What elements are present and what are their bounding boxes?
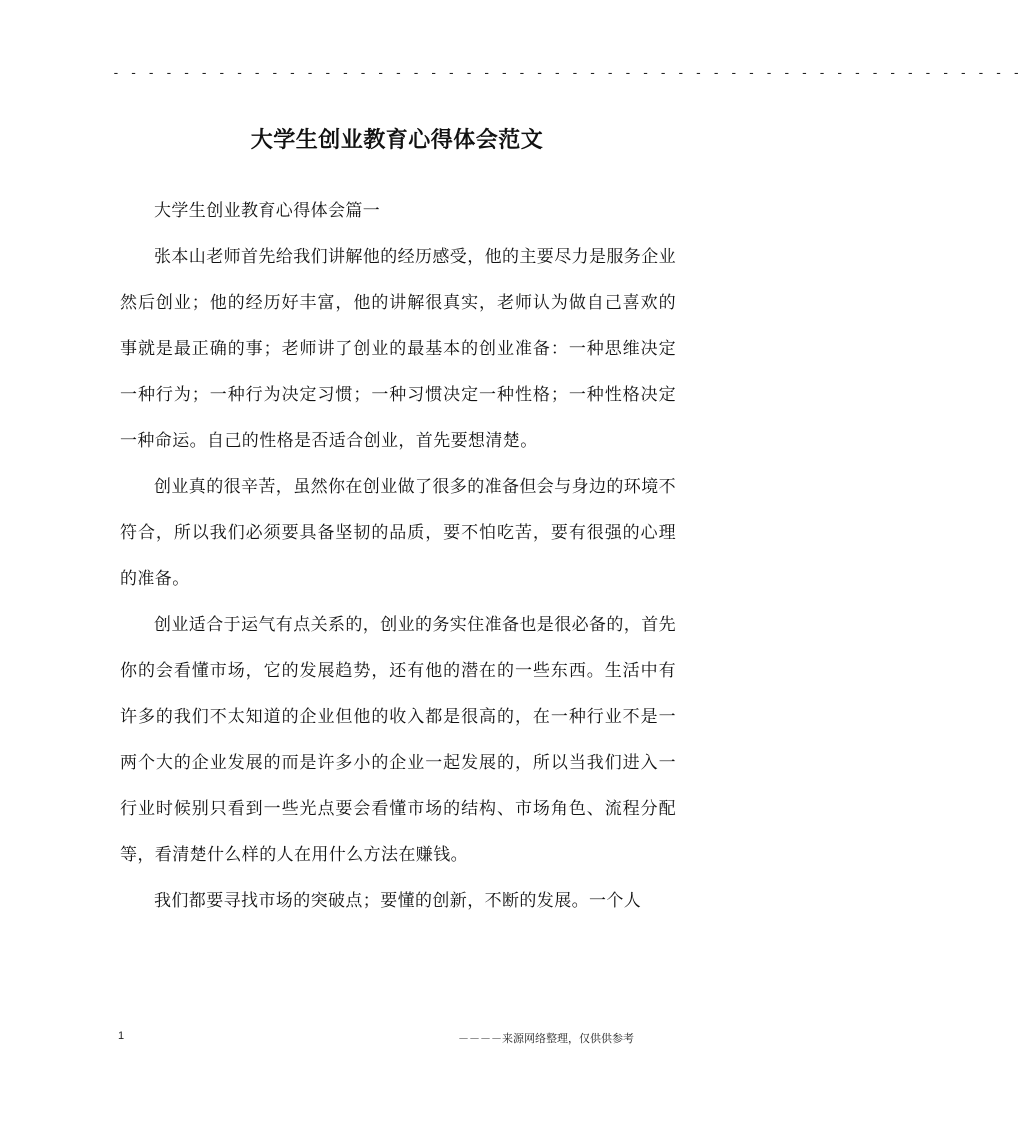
footer-page-number: 1: [118, 1030, 125, 1042]
document-title: 大学生创业教育心得体会范文: [250, 127, 544, 153]
footer-source-note: －－－－来源网络整理，仅供供参考: [458, 1033, 634, 1045]
document-body: [120, 188, 676, 924]
section-subheading: 大学生创业教育心得体会篇一: [154, 201, 381, 221]
body-paragraph-3: 创业适合于运气有点关系的，创业的务实住准备也是很必备的，首先你的会看懂市场，它的发展趋势，还有他的潜在的一些东西。生活中有许多的我们不太知道的企业但他的收入都是很高的，在一种行业不是一两个大的企业发展的而是许多小的企业一起发展的，所以当我们进入一行业时候别只看到一些光点要会看懂市场的结构、市场角色、流程分配等，看清楚什么样的人在用什么方法在赚钱。: [120, 615, 676, 865]
body-paragraph-2: 创业真的很辛苦，虽然你在创业做了很多的准备但会与身边的环境不符合，所以我们必须要具备坚韧的品质，要不怕吃苦，要有很强的心理的准备。: [120, 477, 676, 589]
body-paragraph-1: 张本山老师首先给我们讲解他的经历感受，他的主要尽力是服务企业然后创业；他的经历好丰富，他的讲解很真实，老师认为做自己喜欢的事就是最正确的事；老师讲了创业的最基本的创业准备：一种思维决定一种行为；一种行为决定习惯；一种习惯决定一种性格；一种性格决定一种命运。自己的性格是否适合创业，首先要想清楚。: [120, 247, 676, 451]
header-dashed-rule: - - - - - - - - - - - - - - - - - - - - - - - - - - - - - - - - - - - - - - - - - - - - - - - - - - - -: [112, 66, 1021, 81]
body-paragraph-4: 我们都要寻找市场的突破点；要懂的创新，不断的发展。一个人: [154, 891, 642, 911]
